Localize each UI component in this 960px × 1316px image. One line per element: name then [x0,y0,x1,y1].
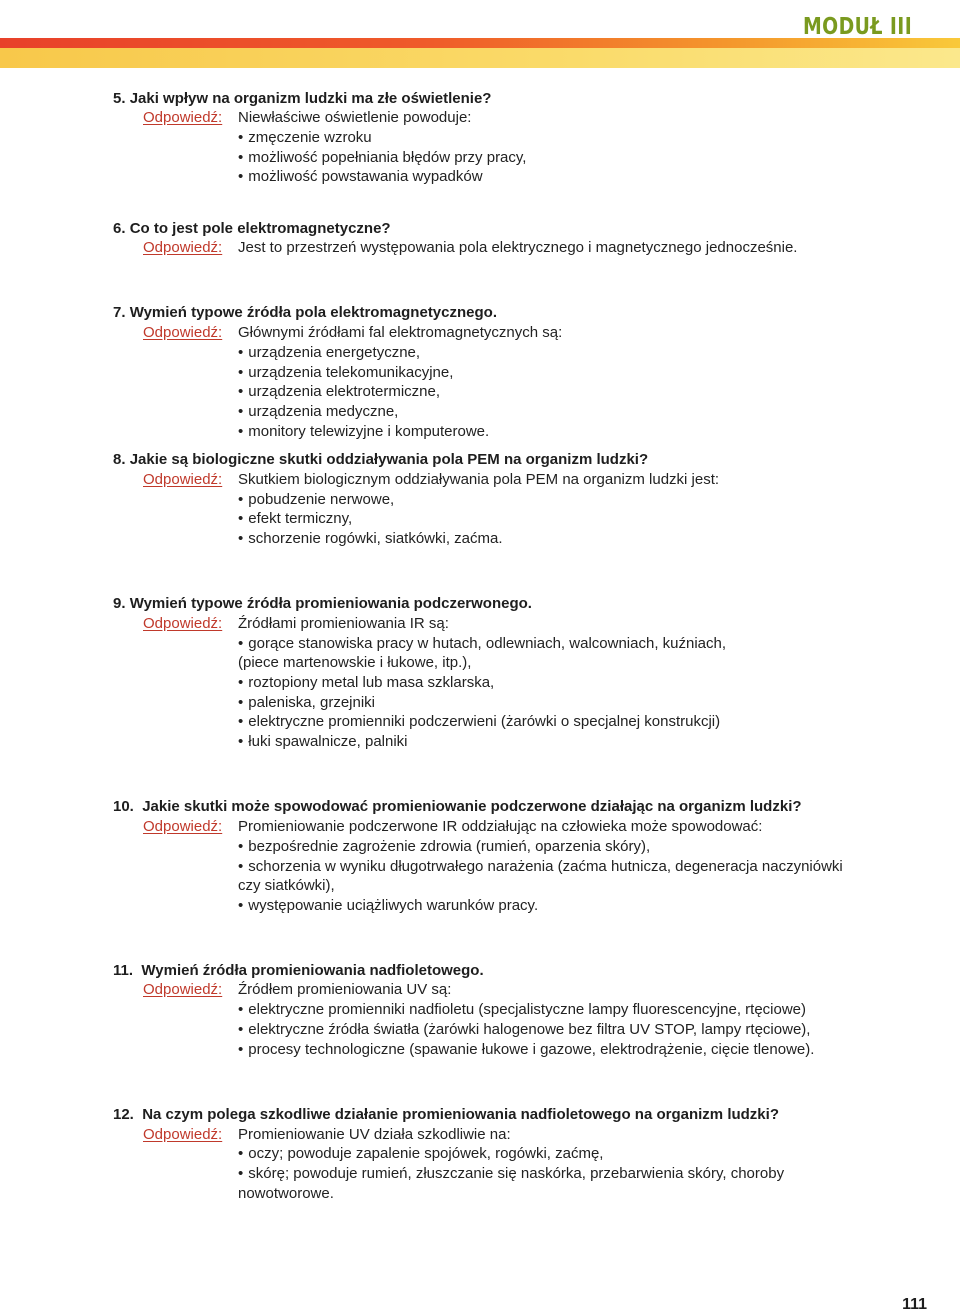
bullet-item: • urządzenia elektrotermiczne, [238,383,440,400]
question-11 [113,962,484,979]
bullet-continuation: nowotworowe. [238,1185,334,1202]
bullet-item: • skórę; powoduje rumień, złuszczanie się naskórka, przebarwienia skóry, choroby [238,1165,784,1182]
bullet-item: • pobudzenie nerwowe, [238,491,394,508]
question-text: Wymień typowe źródła pola elektromagnetycznego. [129,304,497,321]
answer-9 [143,615,449,632]
question-9 [113,595,532,612]
bullet-item: • schorzenia w wyniku długotrwałego narażenia (zaćma hutnicza, degeneracja naczyniówki [238,858,843,875]
bullet-item: • schorzenie rogówki, siatkówki, zaćma. [238,530,503,547]
bullet-item: • roztopiony metal lub masa szklarska, [238,674,494,691]
module-title: MODUŁ III [802,14,912,40]
answer-6 [143,239,798,256]
answer-label: Odpowiedź: [143,981,223,998]
header-stripe-yellow [0,48,960,68]
answer-text: Promieniowanie podczerwone IR oddziałując na człowieka może spowodować: [238,818,763,835]
answer-8 [143,471,720,488]
bullet-item: • bezpośrednie zagrożenie zdrowia (rumień, oparzenia skóry), [238,838,650,855]
answer-text: Niewłaściwe oświetlenie powoduje: [238,109,472,126]
bullet-item: • urządzenia telekomunikacyjne, [238,364,453,381]
answer-text: Głównymi źródłami fal elektromagnetycznych są: [238,324,563,341]
question-7 [113,304,497,321]
question-number: 10. [113,798,134,815]
answer-label: Odpowiedź: [143,471,223,488]
answer-label: Odpowiedź: [143,818,223,835]
question-text: Jakie skutki może spowodować promieniowanie podczerwone działając na organizm ludzki? [142,798,802,815]
question-number: 9. [113,595,126,612]
answer-10 [143,818,763,835]
question-number: 8. [113,451,126,468]
question-number: 7. [113,304,126,321]
answer-12 [143,1126,511,1143]
bullet-item: • możliwość powstawania wypadków [238,168,483,185]
bullet-item: • elektryczne źródła światła (żarówki halogenowe bez filtra UV STOP, lampy rtęciowe), [238,1021,810,1038]
answer-5 [143,109,472,126]
question-text: Na czym polega szkodliwe działanie promieniowania nadfioletowego na organizm ludzki? [142,1106,779,1123]
bullet-item: • paleniska, grzejniki [238,694,375,711]
question-number: 5. [113,90,126,107]
bullet-item: • elektryczne promienniki nadfioletu (specjalistyczne lampy fluorescencyjne, rtęciowe) [238,1001,806,1018]
question-text: Co to jest pole elektromagnetyczne? [129,220,391,237]
answer-text: Skutkiem biologicznym oddziaływania pola PEM na organizm ludzki jest: [238,471,720,488]
answer-label: Odpowiedź: [143,324,223,341]
question-text: Wymień typowe źródła promieniowania podczerwonego. [129,595,532,612]
question-number: 12. [113,1106,134,1123]
bullet-item: • gorące stanowiska pracy w hutach, odlewniach, walcowniach, kuźniach, [238,635,726,652]
answer-text: Promieniowanie UV działa szkodliwie na: [238,1126,511,1143]
bullet-item: • monitory telewizyjne i komputerowe. [238,423,489,440]
question-text: Jaki wpływ na organizm ludzki ma złe oświetlenie? [129,90,492,107]
bullet-item: • procesy technologiczne (spawanie łukowe i gazowe, elektrodrążenie, cięcie tlenowe). [238,1041,814,1058]
page-number: 111 [902,1296,927,1313]
answer-7 [143,324,563,341]
bullet-item: • oczy; powoduje zapalenie spojówek, rogówki, zaćmę, [238,1145,603,1162]
answer-label: Odpowiedź: [143,109,223,126]
bullet-item: • urządzenia medyczne, [238,403,398,420]
question-number: 6. [113,220,126,237]
bullet-item: • łuki spawalnicze, palniki [238,733,408,750]
answer-label: Odpowiedź: [143,239,223,256]
question-text: Wymień źródła promieniowania nadfioletowego. [141,962,484,979]
answer-11 [143,981,452,998]
bullet-item: • zmęczenie wzroku [238,129,372,146]
answer-text: Jest to przestrzeń występowania pola elektrycznego i magnetycznego jednocześnie. [238,239,798,256]
question-8 [113,451,648,468]
bullet-continuation: (piece martenowskie i łukowe, itp.), [238,654,472,671]
page-header [0,0,960,72]
question-5 [113,90,491,107]
answer-text: Źródłami promieniowania IR są: [238,615,449,632]
bullet-item: • efekt termiczny, [238,510,352,527]
question-6 [113,220,391,237]
answer-text: Źródłem promieniowania UV są: [238,981,452,998]
answer-label: Odpowiedź: [143,615,223,632]
bullet-continuation: czy siatkówki), [238,877,335,894]
bullet-item: • występowanie uciążliwych warunków pracy. [238,897,538,914]
bullet-item: • elektryczne promienniki podczerwieni (żarówki o specjalnej konstrukcji) [238,713,720,730]
question-10 [113,798,802,815]
bullet-item: • urządzenia energetyczne, [238,344,420,361]
question-text: Jakie są biologiczne skutki oddziaływania pola PEM na organizm ludzki? [129,451,649,468]
question-12 [113,1106,779,1123]
answer-label: Odpowiedź: [143,1126,223,1143]
question-number: 11. [113,962,134,979]
bullet-item: • możliwość popełniania błędów przy pracy, [238,149,526,166]
